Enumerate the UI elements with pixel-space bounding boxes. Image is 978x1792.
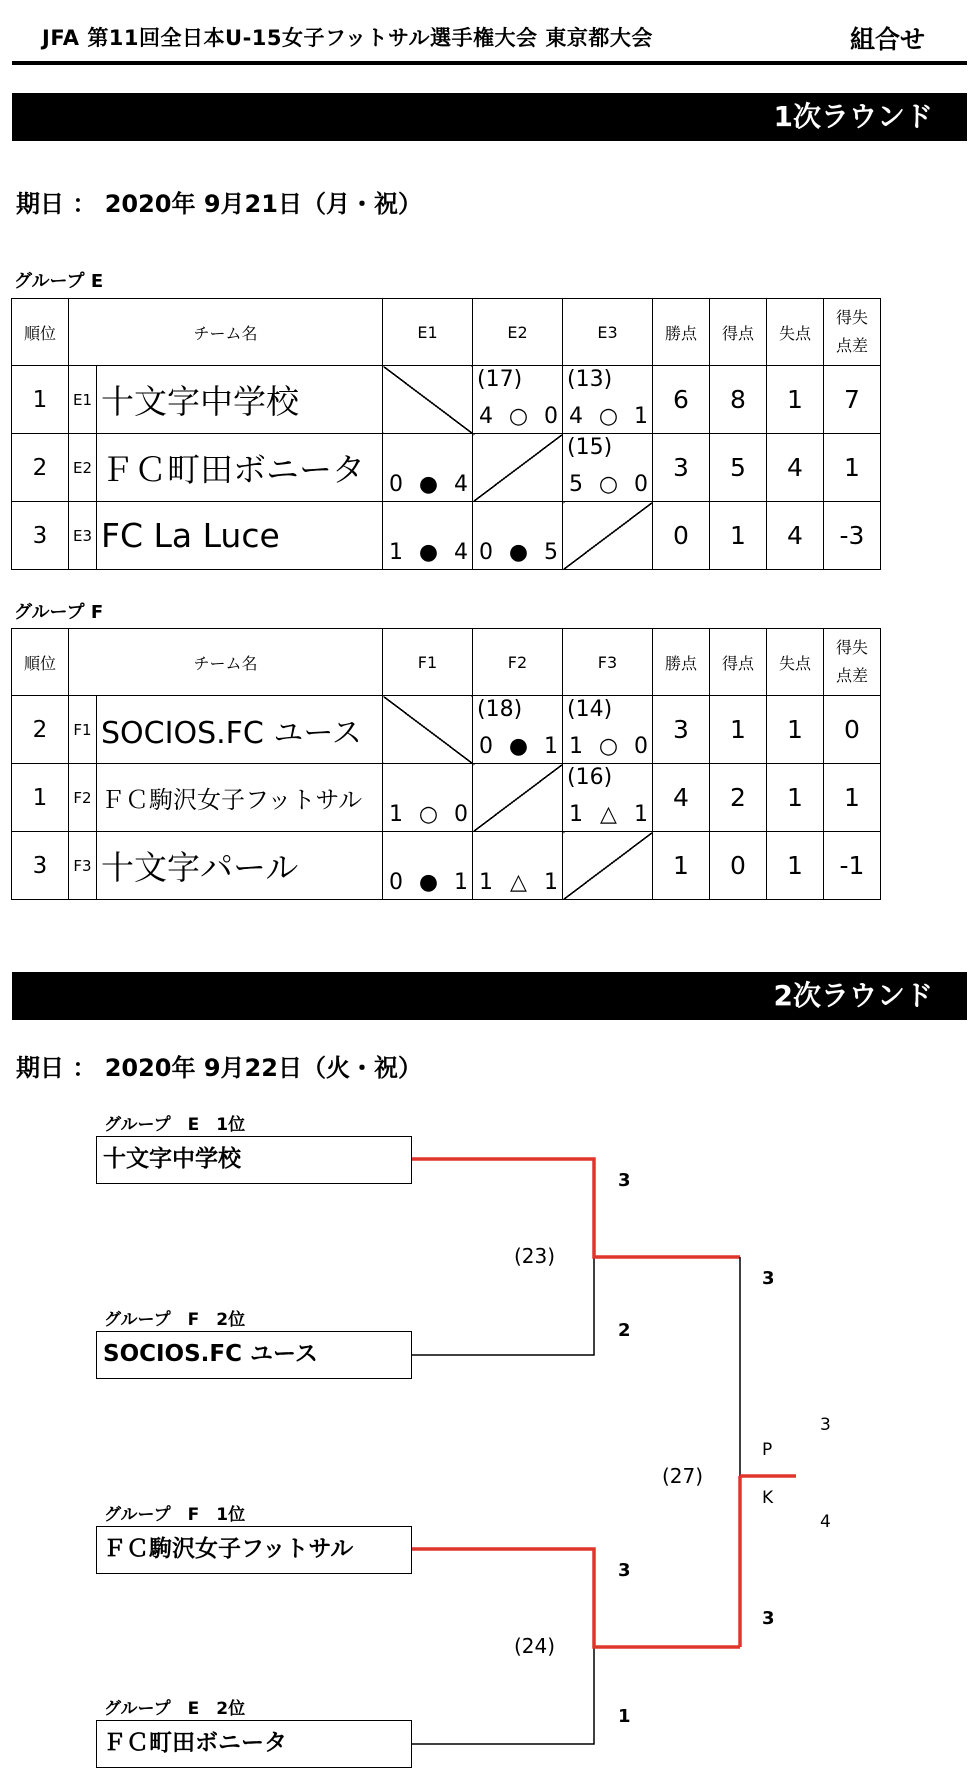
semi2-score-top: 3 [618, 1560, 631, 1581]
semi1-score-top: 3 [618, 1170, 631, 1191]
table-row [12, 366, 881, 434]
round1-date: 期日 ： 2020年 9月21日（月・祝） [16, 190, 422, 218]
team-name: ＦＣ駒沢女子フットサル [97, 764, 383, 832]
goal-diff-cell: 1 [824, 434, 881, 502]
slot-label: グループ F 1位 [104, 1505, 246, 1525]
bracket-team-slot: 十文字中学校 [96, 1136, 412, 1184]
team-name: SOCIOS.FC ユース [97, 696, 383, 764]
result-cell [563, 764, 653, 832]
points-header: 勝点 [653, 299, 710, 366]
group-e-header-row [12, 299, 881, 366]
team-name: 十文字中学校 [97, 366, 383, 434]
goal-diff-cell: 7 [824, 366, 881, 434]
score-for: 5 [569, 472, 583, 497]
goals-for-header: 得点 [710, 629, 767, 696]
result-cell [473, 366, 563, 434]
bracket-line-loser [412, 1257, 594, 1355]
semi1-score-bottom: 2 [618, 1320, 631, 1341]
score-against: 0 [453, 802, 468, 827]
goal-diff-header-line1: 得失 [835, 308, 868, 327]
round1-banner: 1次ラウンド [12, 93, 967, 141]
table-row [12, 434, 881, 502]
rank-header: 順位 [12, 629, 69, 696]
result-cell [383, 434, 473, 502]
bracket-team-slot: ＦＣ町田ボニータ [96, 1720, 412, 1768]
goal-diff-cell: 1 [824, 764, 881, 832]
table-row [12, 696, 881, 764]
score-against: 0 [633, 734, 648, 759]
result-cell [563, 366, 653, 434]
final-score-bottom: 3 [762, 1608, 775, 1629]
score-against: 1 [543, 734, 558, 759]
score-for: 1 [569, 734, 583, 759]
result-mark: ● [508, 734, 529, 759]
semi2-match-number: (24) [514, 1634, 556, 1658]
pk-score-top: 3 [820, 1415, 831, 1435]
table-row [12, 502, 881, 570]
goals-for-cell: 5 [710, 434, 767, 502]
self-match-cell [563, 832, 653, 900]
result-mark: ● [508, 540, 529, 565]
round2-banner: 2次ラウンド [12, 972, 967, 1020]
result-cell [383, 502, 473, 570]
points-cell: 3 [653, 434, 710, 502]
goal-diff-cell: -3 [824, 502, 881, 570]
slot-label: グループ E 2位 [104, 1699, 246, 1719]
goals-against-header: 失点 [767, 299, 824, 366]
goals-for-cell: 2 [710, 764, 767, 832]
score-for: 0 [479, 734, 493, 759]
semi2-score-bottom: 1 [618, 1706, 631, 1727]
bracket-team-slot: ＦＣ駒沢女子フットサル [96, 1526, 412, 1574]
group-e-table [11, 298, 881, 570]
self-match-cell [473, 434, 563, 502]
self-match-cell [383, 366, 473, 434]
rank-cell: 2 [12, 696, 69, 764]
goals-for-cell: 1 [710, 502, 767, 570]
goals-against-cell: 1 [767, 764, 824, 832]
goals-for-header: 得点 [710, 299, 767, 366]
match-number: (14) [567, 697, 613, 722]
score-against: 1 [453, 870, 468, 895]
semi1-match-number: (23) [514, 1244, 556, 1268]
score-against: 1 [633, 802, 648, 827]
team-name: ＦＣ町田ボニータ [97, 434, 383, 502]
result-mark: ○ [598, 404, 619, 429]
rank-cell: 3 [12, 502, 69, 570]
rank-cell: 2 [12, 434, 69, 502]
result-cell [383, 832, 473, 900]
result-cell [473, 832, 563, 900]
result-cell [383, 764, 473, 832]
score-against: 4 [453, 540, 468, 565]
team-header: チーム名 [69, 629, 383, 696]
score-against: 4 [453, 472, 468, 497]
score-for: 0 [479, 540, 493, 565]
pk-label-p: P [762, 1440, 773, 1460]
score-for: 0 [389, 870, 403, 895]
match-number: (15) [567, 435, 613, 460]
self-match-cell [473, 764, 563, 832]
table-row [12, 764, 881, 832]
col-header-f2: F2 [473, 629, 563, 696]
group-e-label: グループ E [14, 271, 104, 292]
score-for: 1 [569, 802, 583, 827]
bracket-line-winner [412, 1549, 740, 1647]
goals-for-cell: 8 [710, 366, 767, 434]
score-against: 5 [543, 540, 558, 565]
match-number: (18) [477, 697, 523, 722]
pk-score-bottom: 4 [820, 1512, 831, 1532]
team-header: チーム名 [69, 299, 383, 366]
points-cell: 3 [653, 696, 710, 764]
slot-label: グループ E 1位 [104, 1115, 246, 1135]
team-code: E2 [69, 434, 97, 502]
result-mark: △ [600, 802, 617, 827]
group-f-header-row [12, 629, 881, 696]
goals-against-cell: 1 [767, 832, 824, 900]
col-header-f1: F1 [383, 629, 473, 696]
score-for: 1 [389, 540, 403, 565]
goal-diff-header-line2: 点差 [835, 336, 868, 355]
goal-diff-header-line1: 得失 [835, 638, 868, 657]
goals-against-cell: 4 [767, 502, 824, 570]
score-for: 4 [569, 404, 583, 429]
result-mark: ○ [598, 472, 619, 497]
bracket-line-loser [412, 1647, 594, 1744]
bracket-team-slot: SOCIOS.FC ユース [96, 1331, 412, 1379]
rank-cell: 1 [12, 764, 69, 832]
team-code: E1 [69, 366, 97, 434]
result-mark: ● [418, 472, 439, 497]
points-cell: 1 [653, 832, 710, 900]
score-for: 0 [389, 472, 403, 497]
team-code: E3 [69, 502, 97, 570]
score-against: 0 [633, 472, 648, 497]
goals-against-cell: 1 [767, 696, 824, 764]
rank-header: 順位 [12, 299, 69, 366]
col-header-f3: F3 [563, 629, 653, 696]
goal-diff-cell: 0 [824, 696, 881, 764]
bracket-lines [0, 1100, 978, 1792]
bracket-line-winner [412, 1159, 740, 1257]
score-against: 1 [633, 404, 648, 429]
result-cell [563, 434, 653, 502]
goal-diff-header [824, 629, 881, 696]
result-mark: ○ [418, 802, 439, 827]
result-mark: ● [418, 540, 439, 565]
goals-against-header: 失点 [767, 629, 824, 696]
score-for: 1 [389, 802, 403, 827]
pk-label-k: K [762, 1488, 774, 1508]
score-against: 0 [543, 404, 558, 429]
team-code: F3 [69, 832, 97, 900]
document-title: JFA 第11回全日本U-15女子フットサル選手権大会 東京都大会 [42, 26, 653, 50]
team-name: FC La Luce [97, 502, 383, 570]
result-mark: △ [510, 870, 527, 895]
points-cell: 4 [653, 764, 710, 832]
goals-against-cell: 4 [767, 434, 824, 502]
col-header-e1: E1 [383, 299, 473, 366]
round2-date: 期日 ： 2020年 9月22日（火・祝） [16, 1054, 422, 1082]
team-code: F2 [69, 764, 97, 832]
match-number: (17) [477, 367, 523, 392]
final-score-top: 3 [762, 1268, 775, 1289]
team-name: 十文字パール [97, 832, 383, 900]
group-f-table [11, 628, 881, 900]
points-cell: 6 [653, 366, 710, 434]
document-subtitle: 組合せ [850, 25, 926, 54]
group-f-label: グループ F [14, 602, 104, 623]
score-for: 4 [479, 404, 493, 429]
result-cell [473, 696, 563, 764]
final-match-number: (27) [662, 1464, 704, 1488]
result-mark: ● [418, 870, 439, 895]
rank-cell: 1 [12, 366, 69, 434]
col-header-e3: E3 [563, 299, 653, 366]
result-cell [563, 696, 653, 764]
score-for: 1 [479, 870, 493, 895]
goals-for-cell: 1 [710, 696, 767, 764]
goals-for-cell: 0 [710, 832, 767, 900]
goal-diff-header [824, 299, 881, 366]
match-number: (13) [567, 367, 613, 392]
col-header-e2: E2 [473, 299, 563, 366]
team-code: F1 [69, 696, 97, 764]
self-match-cell [383, 696, 473, 764]
result-cell [473, 502, 563, 570]
goal-diff-header-line2: 点差 [835, 666, 868, 685]
result-mark: ○ [598, 734, 619, 759]
rank-cell: 3 [12, 832, 69, 900]
table-row [12, 832, 881, 900]
score-against: 1 [543, 870, 558, 895]
points-cell: 0 [653, 502, 710, 570]
result-mark: ○ [508, 404, 529, 429]
goals-against-cell: 1 [767, 366, 824, 434]
header-rule [12, 61, 967, 65]
match-number: (16) [567, 765, 613, 790]
points-header: 勝点 [653, 629, 710, 696]
slot-label: グループ F 2位 [104, 1310, 246, 1330]
self-match-cell [563, 502, 653, 570]
goal-diff-cell: -1 [824, 832, 881, 900]
